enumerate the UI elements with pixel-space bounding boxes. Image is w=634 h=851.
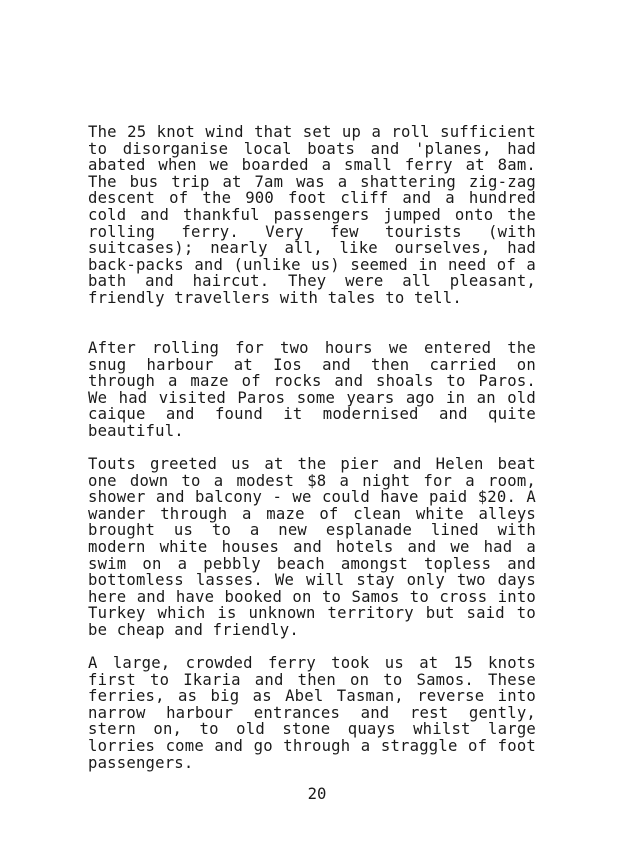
paragraph-paros-stay: Touts greeted us at the pier and Helen beat one down to a modest $8 a night for a room, shower and balcony - we could have paid $20. A wander through a maze of clean white alleys brought us to a new esplanade lined with modern white houses and hotels and we had a swim on a pebbly beach amongst topless and bottomless lasses. We will stay only two days here and have booked on to Samos to cross into Turkey which is unknown territory but said to be cheap and friendly. xyxy=(88,455,536,639)
paragraph-ios-paros: After rolling for two hours we entered the snug harbour at Ios and then carried on through a maze of rocks and shoals to Paros. We had visited Paros some years ago in an old caique and found it modernised and quite beautiful. xyxy=(88,339,536,440)
paragraph-samos-ferry: A large, crowded ferry took us at 15 knots first to Ikaria and then on to Samos. These ferries, as big as Abel Tasman, reverse into narrow harbour entrances and rest gently, stern on, to old stone quays whilst large lorries come and go through a straggle of foot passengers. xyxy=(88,654,536,772)
paragraph-ferry-departure: The 25 knot wind that set up a roll sufficient to disorganise local boats and 'planes, had abated when we boarded a small ferry at 8am. The bus trip at 7am was a shattering zig-zag descent of the 900 foot cliff and a hundred cold and thankful passengers jumped onto the rolling ferry. Very few tourists (with suitcases); nearly all, like ourselves, had back-packs and (unlike us) seemed in need of a bath and haircut. They were all pleasant, friendly travellers with tales to tell. xyxy=(88,123,536,307)
page-number: 20 xyxy=(307,785,327,803)
